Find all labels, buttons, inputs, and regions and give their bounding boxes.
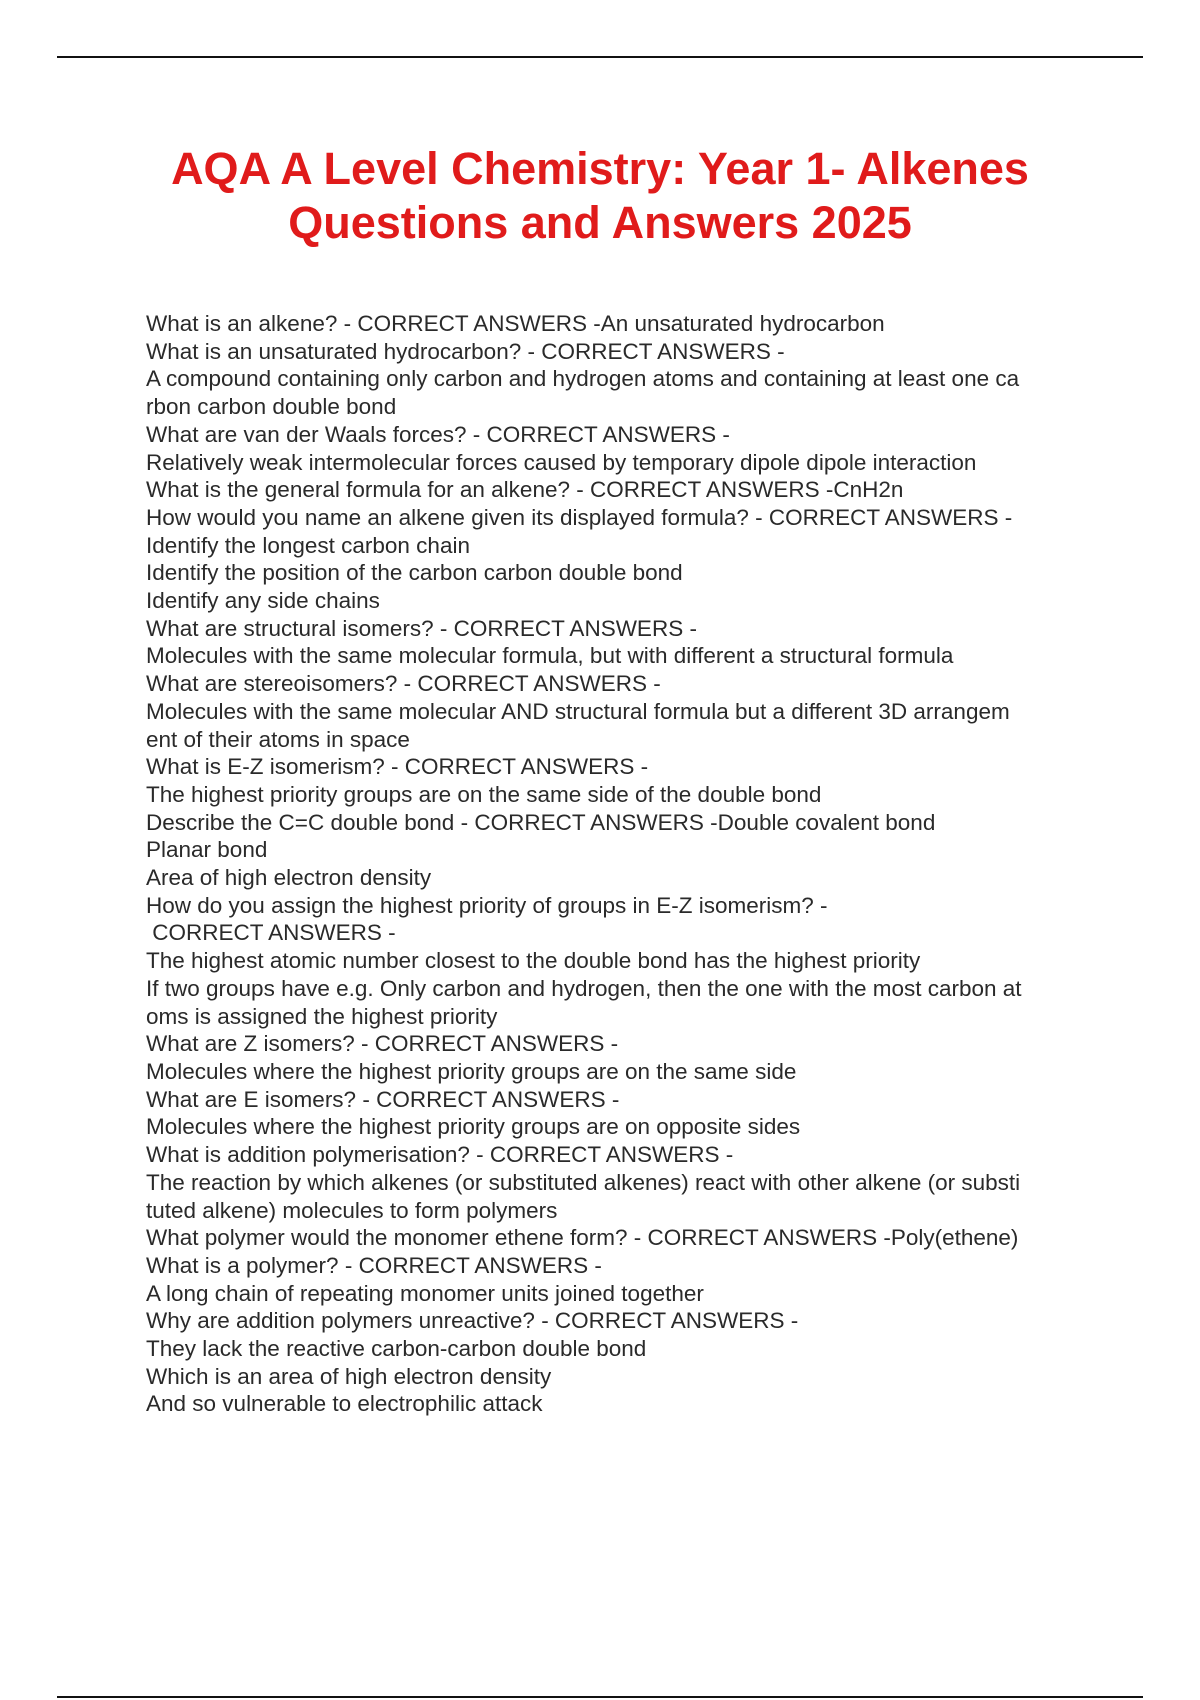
text-line: What is addition polymerisation? - CORRECT ANSWERS -: [146, 1142, 734, 1168]
text-line: ent of their atoms in space: [146, 726, 410, 752]
page-title: [0, 142, 1200, 250]
text-line: What are stereoisomers? - CORRECT ANSWERS -: [146, 671, 661, 697]
text-line: oms is assigned the highest priority: [146, 1003, 498, 1029]
text-line: Relatively weak intermolecular forces caused by temporary dipole dipole interaction: [146, 449, 977, 475]
text-line: Molecules where the highest priority groups are on opposite sides: [146, 1114, 801, 1140]
text-line: rbon carbon double bond: [146, 394, 397, 420]
text-line: What are van der Waals forces? - CORRECT ANSWERS -: [146, 421, 730, 447]
text-line: Identify the longest carbon chain: [146, 532, 470, 558]
text-line: What are E isomers? - CORRECT ANSWERS -: [146, 1086, 620, 1112]
text-line: Identify the position of the carbon carbon double bond: [146, 560, 683, 586]
text-line: What is the general formula for an alkene? - CORRECT ANSWERS -CnH2n: [146, 477, 904, 503]
text-line: What are Z isomers? - CORRECT ANSWERS -: [146, 1031, 619, 1057]
bottom-rule: [57, 1696, 1143, 1698]
text-line: How do you assign the highest priority of groups in E-Z isomerism? -: [146, 892, 828, 918]
text-line: CORRECT ANSWERS -: [146, 920, 396, 946]
text-line: What is an unsaturated hydrocarbon? - CORRECT ANSWERS -: [146, 338, 785, 364]
top-rule: [57, 56, 1143, 58]
text-line: Identify any side chains: [146, 588, 380, 614]
qa-body: [146, 310, 1096, 1418]
text-line: Why are addition polymers unreactive? - CORRECT ANSWERS -: [146, 1308, 799, 1334]
text-line: A compound containing only carbon and hydrogen atoms and containing at least one ca: [146, 366, 1020, 392]
text-line: Planar bond: [146, 837, 268, 863]
text-line: The highest priority groups are on the same side of the double bond: [146, 781, 822, 807]
title-line-2: Questions and Answers 2025: [288, 197, 912, 248]
text-line: How would you name an alkene given its displayed formula? - CORRECT ANSWERS -: [146, 504, 1013, 530]
text-line: tuted alkene) molecules to form polymers: [146, 1197, 558, 1223]
text-line: What are structural isomers? - CORRECT ANSWERS -: [146, 615, 697, 641]
text-line: If two groups have e.g. Only carbon and hydrogen, then the one with the most carbon at: [146, 975, 1022, 1001]
text-line: Molecules where the highest priority groups are on the same side: [146, 1058, 797, 1084]
text-line: What is E-Z isomerism? - CORRECT ANSWERS -: [146, 754, 649, 780]
title-line-1: AQA A Level Chemistry: Year 1- Alkenes: [171, 143, 1029, 194]
text-line: The highest atomic number closest to the double bond has the highest priority: [146, 948, 921, 974]
text-line: Molecules with the same molecular AND structural formula but a different 3D arrangem: [146, 698, 1010, 724]
text-line: What polymer would the monomer ethene form? - CORRECT ANSWERS -Poly(ethene): [146, 1225, 1019, 1251]
text-line: What is a polymer? - CORRECT ANSWERS -: [146, 1252, 602, 1278]
text-line: They lack the reactive carbon-carbon double bond: [146, 1336, 647, 1362]
text-line: Describe the C=C double bond - CORRECT ANSWERS -Double covalent bond: [146, 809, 936, 835]
text-line: Molecules with the same molecular formula, but with different a structural formula: [146, 643, 954, 669]
text-line: The reaction by which alkenes (or substituted alkenes) react with other alkene (or substi: [146, 1169, 1021, 1195]
text-line: A long chain of repeating monomer units joined together: [146, 1280, 704, 1306]
text-line: And so vulnerable to electrophilic attack: [146, 1391, 543, 1417]
text-line: Which is an area of high electron density: [146, 1363, 552, 1389]
text-line: What is an alkene? - CORRECT ANSWERS -An unsaturated hydrocarbon: [146, 311, 885, 336]
text-line: Area of high electron density: [146, 865, 432, 891]
